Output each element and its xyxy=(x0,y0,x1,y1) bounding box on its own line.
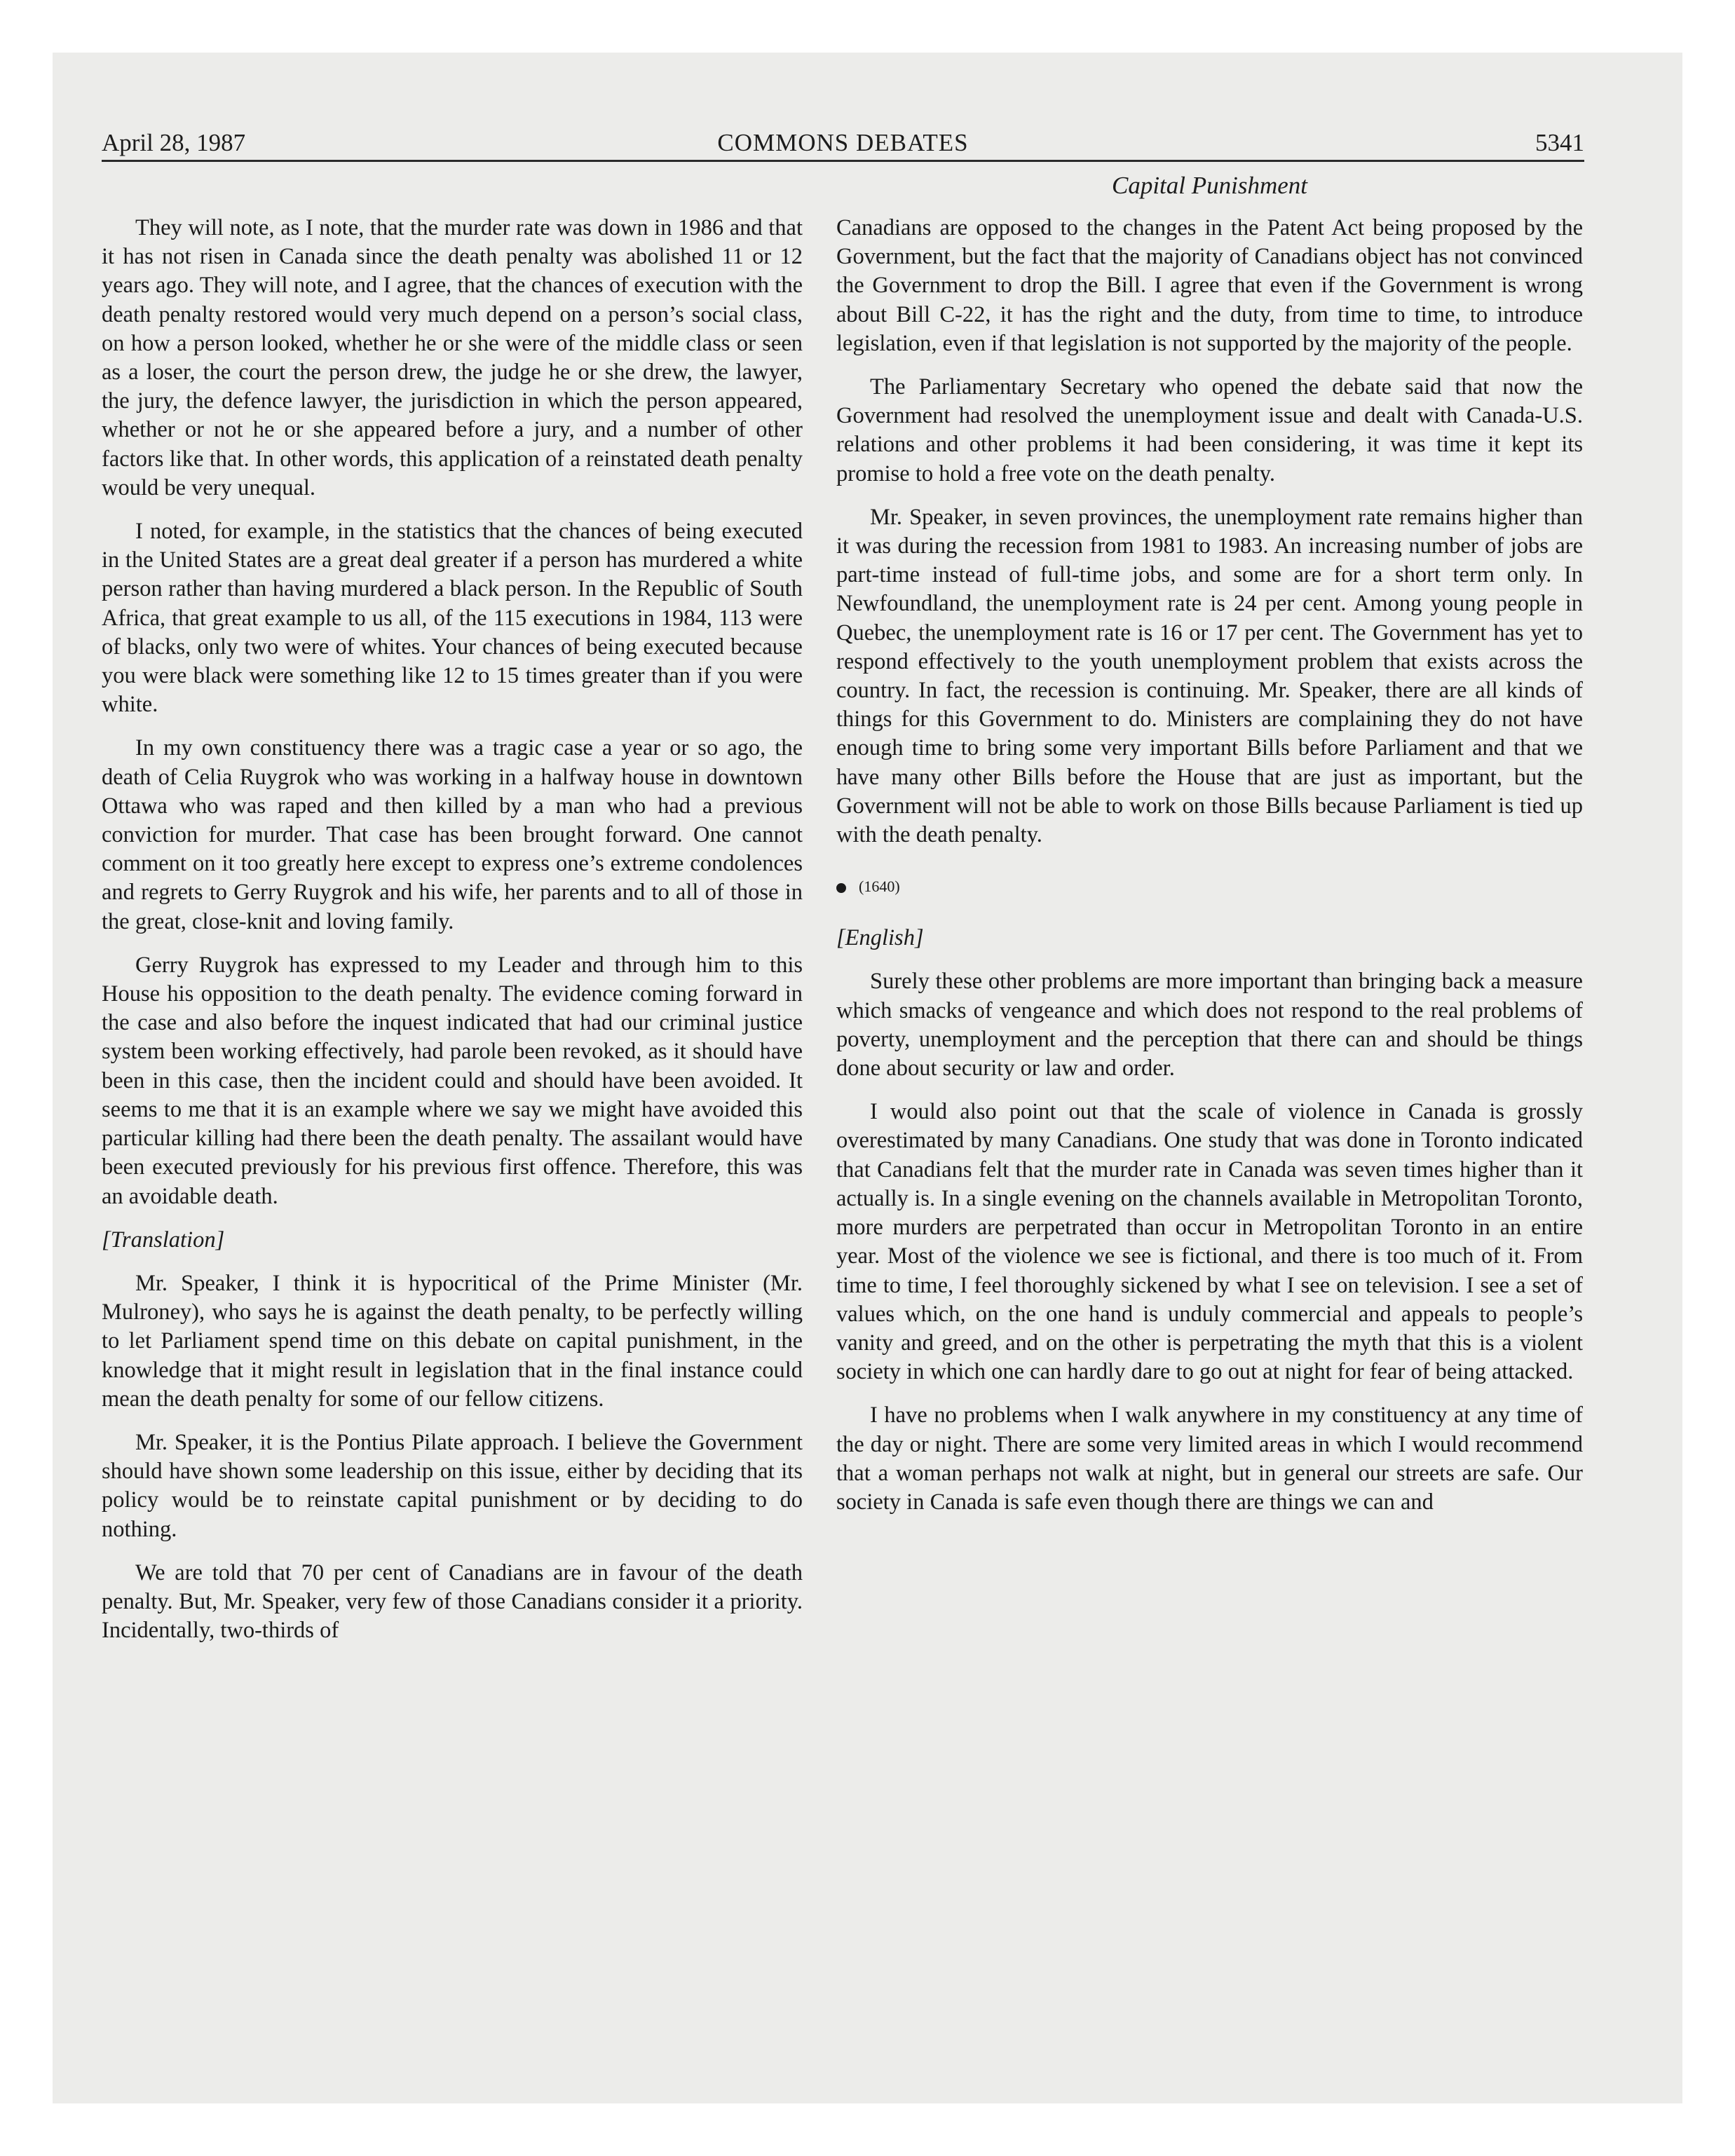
header-title: COMMONS DEBATES xyxy=(717,129,969,156)
header-date: April 28, 1987 xyxy=(102,129,246,156)
time-mark-text: (1640) xyxy=(859,878,900,896)
paragraph: Mr. Speaker, I think it is hypocritical of the Prime Minister (Mr. Mulroney), who says he is against the death penalty, to be perfectly willing to let Parliament spend time on this debate on capital punishment, in the knowledge that it might result in legislation that in the final instance could mean the death penalty for some of our fellow citizens. xyxy=(102,1270,803,1412)
paragraph: They will note, as I note, that the murder rate was down in 1986 and that it has not risen in Canada since the death penalty was abolished 11 or 12 years ago. They will note, and I agree, that the chances of execution with the death penalty restored would very much depend on a person’s social class, on how a person looked, whether he or she were of the middle class or seen as a loser, the court the person drew, the judge he or she drew, the lawyer, the jury, the defence lawyer, the jurisdiction in which the person appeared, whether or not he or she appeared before a jury, and a number of other factors like that. In other words, this application of a reinstated death penalty would be very unequal. xyxy=(102,215,803,500)
english-label: [English] xyxy=(836,925,924,951)
page-header xyxy=(102,123,1584,162)
paragraph: Canadians are opposed to the changes in the Patent Act being proposed by the Government, but the fact that the majority of Canadians object has not convinced the Government to drop the Bill. I agree that even if the Government is wrong about Bill C-22, it has the right and the duty, from time to time, to introduce legislation, even if that legislation is not supported by the majority of the people. xyxy=(836,215,1583,356)
paragraph: We are told that 70 per cent of Canadians are in favour of the death penalty. But, Mr. Speaker, very few of those Canadians consider it a priority. Incidentally, two-thirds of xyxy=(102,1560,803,1644)
paragraph: Mr. Speaker, it is the Pontius Pilate approach. I believe the Government should have shown some leadership on this issue, either by deciding that its policy would be to reinstate capital punishment or by deciding to do nothing. xyxy=(102,1429,803,1542)
left-column xyxy=(102,214,803,1660)
time-mark xyxy=(836,876,1583,897)
paragraph: I have no problems when I walk anywhere in my constituency at any time of the day or night. There are some very limited areas in which I would recommend that a woman perhaps not walk at night, but in general our streets are safe. Our society in Canada is safe even though there are things we can and xyxy=(836,1403,1583,1515)
running-head: Capital Punishment xyxy=(1111,172,1308,199)
paragraph: The Parliamentary Secretary who opened the debate said that now the Government had resolved the unemployment issue and dealt with Canada-U.S. relations and other problems it had been considering, it was time it kept its promise to hold a free vote on the death penalty. xyxy=(836,374,1583,486)
translation-label: [Translation] xyxy=(102,1227,225,1253)
bullet-icon xyxy=(836,883,846,893)
paragraph: Surely these other problems are more important than bringing back a measure which smacks of vengeance and which does not respond to the real problems of poverty, unemployment and the perception that there can and should be things done about security or law and order. xyxy=(836,969,1583,1082)
right-column xyxy=(836,214,1583,1531)
paragraph: Gerry Ruygrok has expressed to my Leader and through him to this House his opposition to the death penalty. The evidence coming forward in the case and also before the inquest indicated that had our criminal justice system been working effectively, had parole been revoked, as it should have been in this case, then the incident could and should have been avoided. It seems to me that it is an example where we say we might have avoided this particular killing had there been the death penalty. The assailant would have been executed previously for his previous first offence. Therefore, this was an avoidable death. xyxy=(102,952,803,1209)
paragraph: I noted, for example, in the statistics that the chances of being executed in the United States are a great deal greater if a person has murdered a white person rather than having murdered a black person. In the Republic of South Africa, that great example to us all, of the 115 executions in 1984, 113 were of blacks, only two were of whites. Your chances of being executed because you were black were something like 12 to 15 times greater than if you were white. xyxy=(102,519,803,718)
paragraph: I would also point out that the scale of violence in Canada is grossly overestimated by many Canadians. One study that was done in Toronto indicated that Canadians felt that the murder rate in Canada was seven times higher than it actually is. In a single evening on the channels available in Metropolitan Toronto, more murders are perpetrated than occur in Metropolitan Toronto in an entire year. Most of the violence we see is fictional, and there is too much of it. From time to time, I feel thoroughly sickened by what I see on television. I see a set of values which, on the one hand is unduly commercial and appeals to people’s vanity and greed, and on the other is perpetrating the myth that this is a violent society in which one can hardly dare to go out at night for fear of being attacked. xyxy=(836,1099,1583,1385)
paragraph: In my own constituency there was a tragic case a year or so ago, the death of Celia Ruygrok who was working in a halfway house in downtown Ottawa who was raped and then killed by a man who had a previous conviction for murder. That case has been brought forward. One cannot comment on it too greatly here except to express one’s extreme condolences and regrets to Gerry Ruygrok and his wife, her parents and to all of those in the great, close-knit and loving family. xyxy=(102,735,803,934)
header-page-number: 5341 xyxy=(1535,129,1584,156)
paragraph: Mr. Speaker, in seven provinces, the unemployment rate remains higher than it was during the recession from 1981 to 1983. An increasing number of jobs are part-time instead of full-time jobs, and some are for a short term only. In Newfoundland, the unemployment rate is 24 per cent. Among young people in Quebec, the unemployment rate is 16 or 17 per cent. The Government has yet to respond effectively to the youth unemployment problem that exists across the country. In fact, the recession is continuing. Mr. Speaker, there are all kinds of things for this Government to do. Ministers are complaining they do not have enough time to bring some very important Bills before Parliament and that we have many other Bills before the House that are just as important, but the Government will not be able to work on those Bills because Parliament is tied up with the death penalty. xyxy=(836,504,1583,848)
